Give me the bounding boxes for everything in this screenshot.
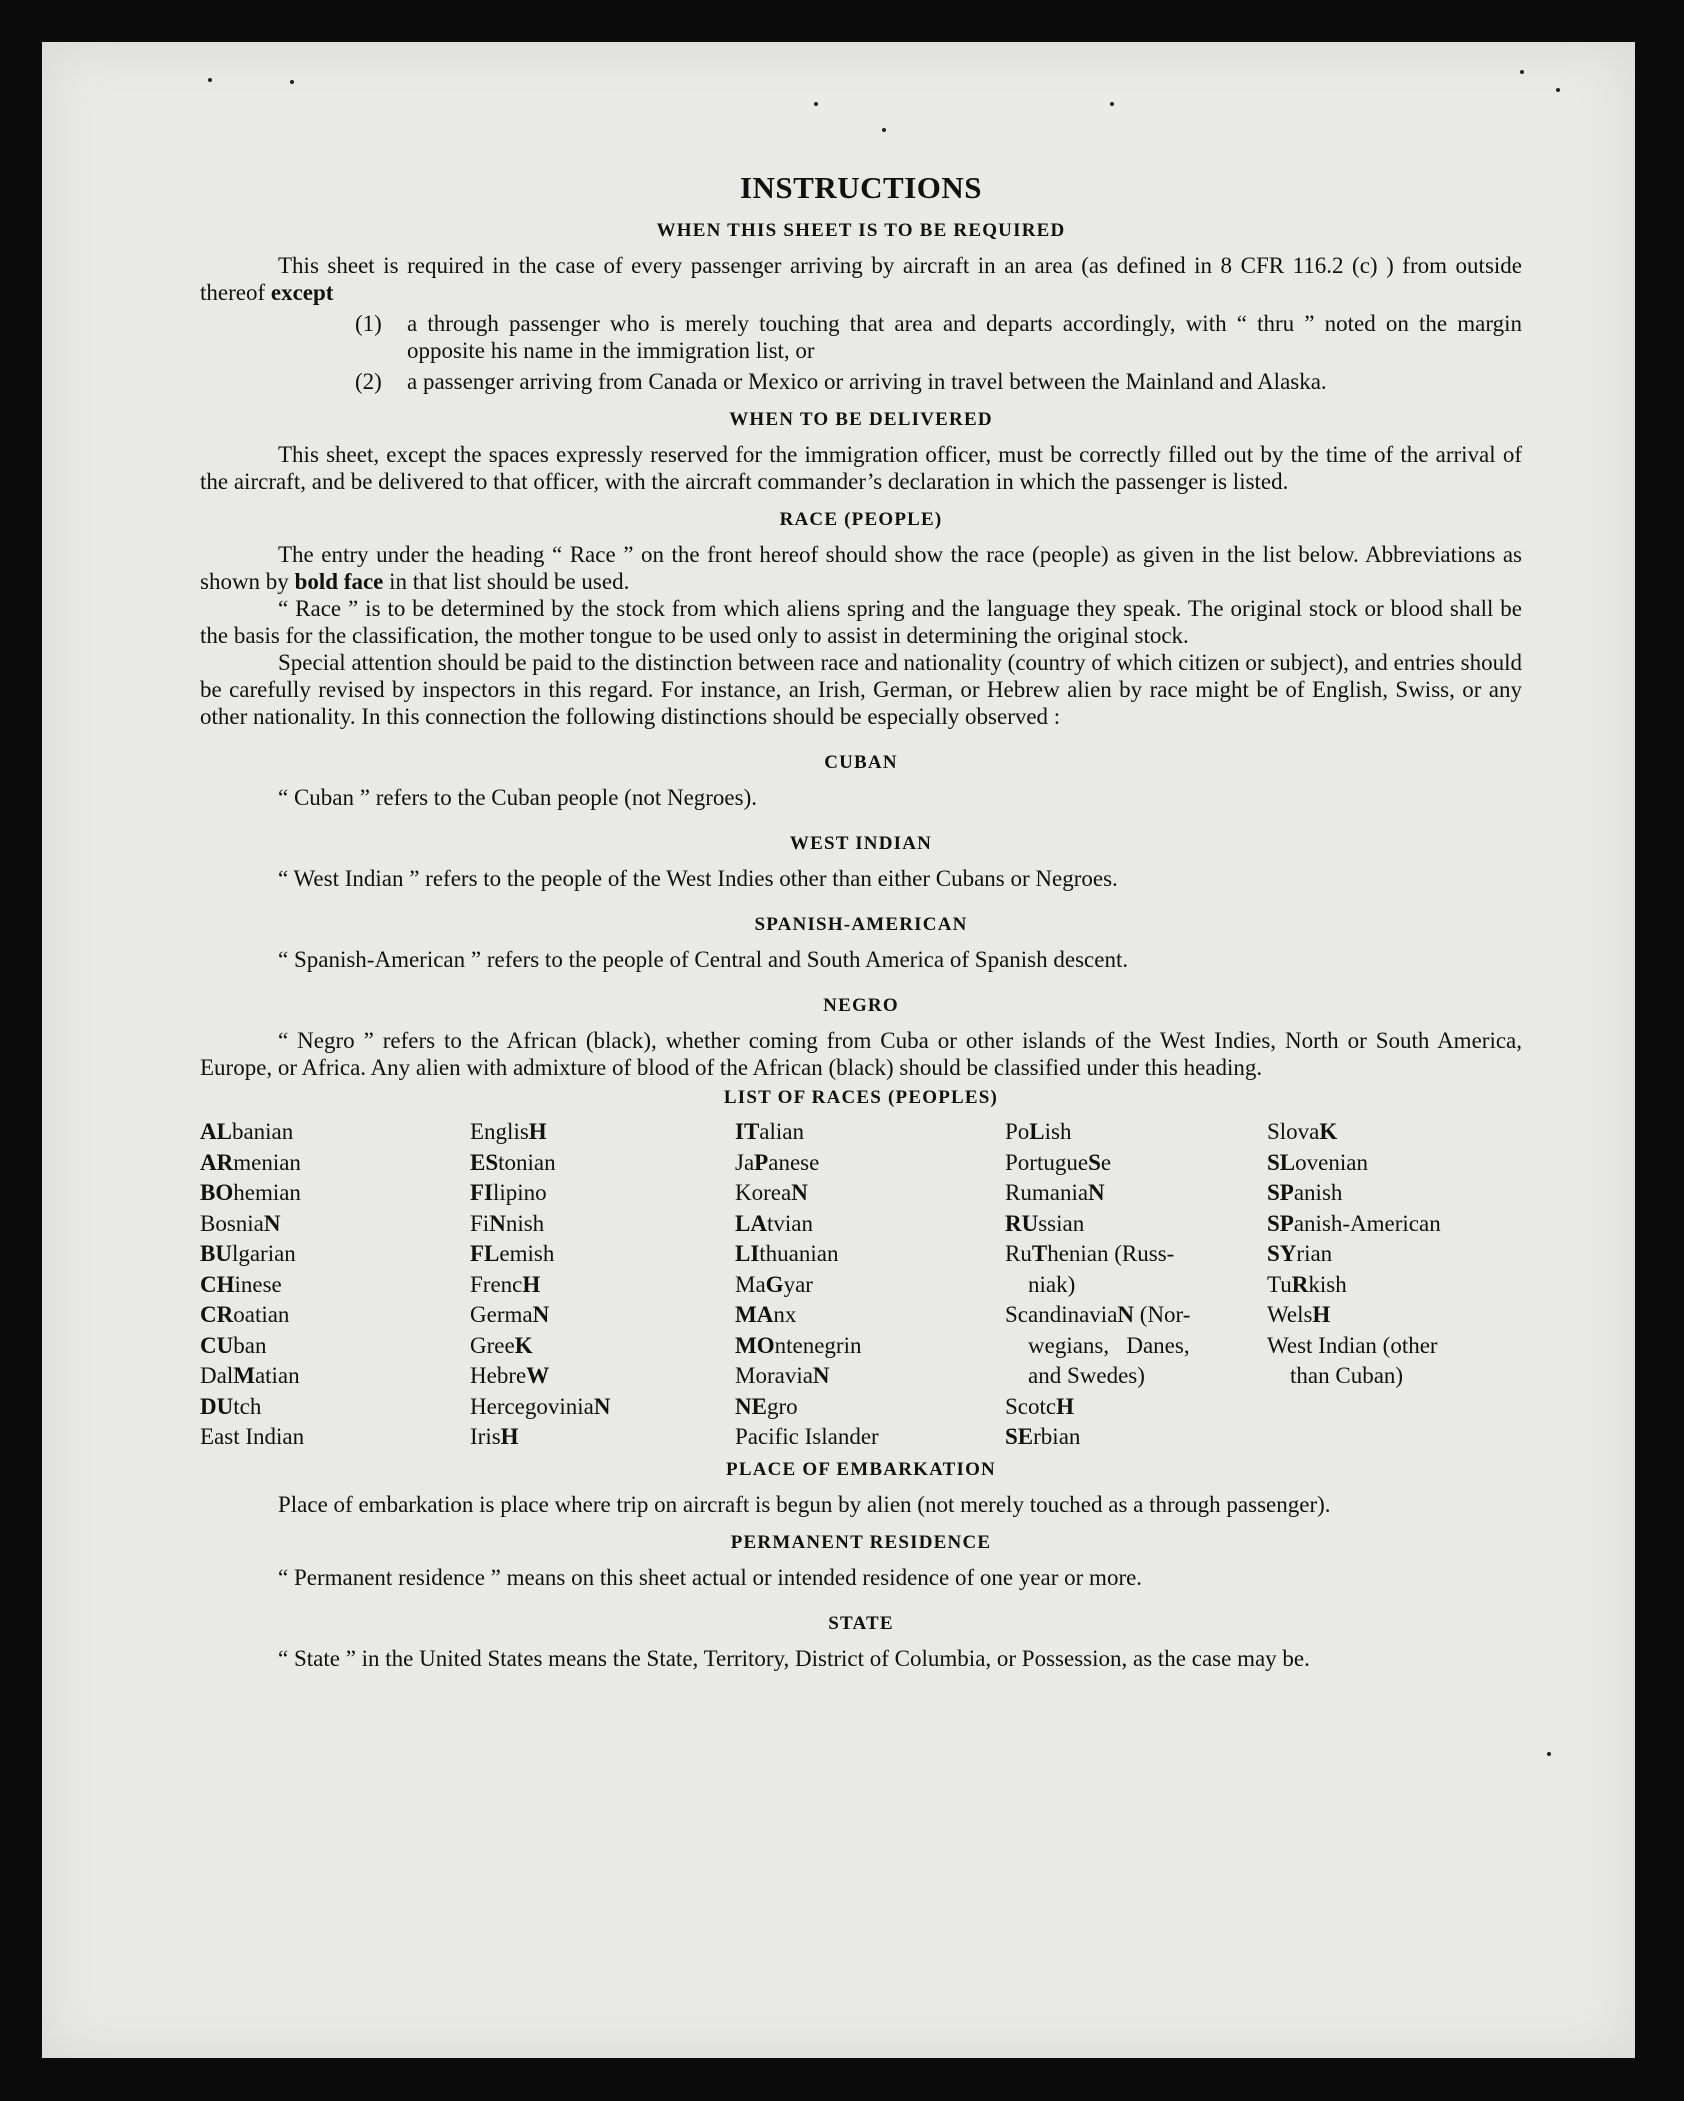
- speck: [814, 102, 818, 106]
- race-abbreviation: SE: [1005, 1424, 1034, 1449]
- race-entry: RUssian: [1005, 1210, 1085, 1236]
- item-number: (1): [355, 311, 382, 336]
- race-abbreviation: N: [791, 1180, 808, 1205]
- race-entry: FIlipino: [470, 1180, 547, 1205]
- paragraph-text: The entry under the heading “ Race ” on the front hereof should show the race (people) as given in the list below. Abbreviations as shown by: [200, 542, 1522, 594]
- section-heading: WEST INDIAN: [789, 833, 933, 854]
- section-heading: WHEN THIS SHEET IS TO BE REQUIRED: [656, 220, 1066, 241]
- race-entry: BosniaN: [200, 1210, 281, 1236]
- race-column: [1267, 1117, 1522, 1453]
- race-entry: Pacific Islander: [735, 1424, 879, 1449]
- race-entry: PoLish: [1005, 1119, 1072, 1144]
- race-entry: MaGyar: [735, 1271, 813, 1297]
- race-entry: KoreaN: [735, 1180, 808, 1205]
- race-abbreviation: P: [754, 1149, 769, 1175]
- race-entry: than Cuban): [1267, 1363, 1404, 1388]
- race-abbreviation: K: [514, 1332, 533, 1358]
- race-abbreviation: H: [500, 1424, 519, 1449]
- race-entry: CUban: [200, 1332, 267, 1358]
- race-abbreviation: BU: [200, 1241, 232, 1266]
- race-abbreviation: SL: [1267, 1149, 1296, 1175]
- race-abbreviation: RU: [1005, 1210, 1039, 1236]
- race-entry: ScandinaviaN (Nor-: [1005, 1302, 1191, 1327]
- race-abbreviation: AR: [200, 1149, 234, 1175]
- race-entry: DUtch: [200, 1393, 262, 1419]
- race-entry: JaPanese: [735, 1149, 820, 1175]
- race-abbreviation: H: [1312, 1302, 1331, 1327]
- emphasis: bold face: [294, 569, 384, 594]
- section-heading: LIST OF RACES (PEOPLES): [723, 1087, 999, 1108]
- race-entry: East Indian: [200, 1424, 305, 1449]
- paragraph: “ Negro ” refers to the African (black), whether coming from Cuba or other islands of the West Indies, North or South America, Europe, or Africa. Any alien with admixture of blood of the African (black) should be classified under this heading.: [200, 1028, 1522, 1080]
- race-entry: BUlgarian: [200, 1241, 296, 1266]
- paragraph: “ Race ” is to be determined by the stock from which aliens spring and the language they speak. The original stock or blood shall be the basis for the classification, the mother tongue to be used only to assist in determining the original stock.: [200, 596, 1522, 648]
- race-column: [470, 1117, 735, 1453]
- race-abbreviation: T: [1031, 1241, 1048, 1266]
- section-heading: RACE (PEOPLE): [779, 509, 943, 530]
- race-abbreviation: MA: [735, 1302, 774, 1327]
- race-abbreviation: N: [812, 1363, 830, 1388]
- race-abbreviation: MO: [735, 1332, 775, 1358]
- speck: [290, 80, 294, 84]
- section-heading: NEGRO: [823, 995, 899, 1016]
- race-abbreviation: AL: [200, 1119, 232, 1144]
- paragraph: “ Spanish-American ” refers to the people of Central and South America of Spanish descent.: [278, 947, 1129, 972]
- race-abbreviation: N: [263, 1210, 281, 1236]
- speck: [1556, 88, 1560, 92]
- race-entry: MAnx: [735, 1302, 797, 1327]
- race-abbreviation: NE: [735, 1393, 767, 1419]
- page-title: INSTRUCTIONS: [739, 170, 982, 205]
- race-abbreviation: SY: [1267, 1241, 1297, 1266]
- speck: [1110, 102, 1114, 106]
- race-entry: SLovenian: [1267, 1149, 1368, 1175]
- paragraph-text: in that list should be used.: [389, 569, 630, 594]
- race-abbreviation: FI: [470, 1180, 493, 1205]
- race-entry: ARmenian: [200, 1149, 301, 1175]
- race-abbreviation: BO: [200, 1180, 234, 1205]
- race-abbreviation: K: [1319, 1119, 1338, 1144]
- race-abbreviation: N: [489, 1210, 506, 1236]
- race-entry: niak): [1005, 1271, 1076, 1297]
- race-abbreviation: FL: [470, 1241, 500, 1266]
- race-abbreviation: H: [1056, 1393, 1074, 1419]
- race-entry: SYrian: [1267, 1241, 1333, 1266]
- instructions-text: [200, 170, 1522, 1672]
- race-abbreviation: N: [1088, 1180, 1105, 1205]
- race-abbreviation: H: [522, 1271, 541, 1297]
- race-entry: LIthuanian: [735, 1241, 839, 1266]
- section-heading: PLACE OF EMBARKATION: [726, 1458, 996, 1480]
- race-entry: SPanish: [1267, 1180, 1343, 1205]
- race-entry: LAtvian: [735, 1210, 813, 1236]
- race-entry: MoraviaN: [735, 1363, 830, 1388]
- speck: [882, 128, 886, 132]
- paragraph: [200, 541, 1522, 595]
- race-entry: IrisH: [470, 1424, 519, 1449]
- race-abbreviation: H: [528, 1119, 547, 1144]
- race-entry: RumaniaN: [1005, 1180, 1105, 1205]
- race-entry: FrencH: [470, 1271, 541, 1297]
- race-entry: GreeK: [470, 1332, 533, 1358]
- race-entry: and Swedes): [1005, 1363, 1145, 1388]
- race-entry: FiNnish: [470, 1210, 545, 1236]
- section-heading: CUBAN: [824, 752, 898, 773]
- section-heading: SPANISH-AMERICAN: [754, 914, 968, 935]
- race-column: [200, 1117, 470, 1453]
- race-abbreviation: DU: [200, 1393, 234, 1419]
- section-heading: WHEN TO BE DELIVERED: [729, 409, 993, 430]
- speck: [1520, 70, 1524, 74]
- race-entry: West Indian (other: [1267, 1332, 1438, 1358]
- race-entry: HebreW: [470, 1363, 550, 1388]
- race-abbreviation: R: [1291, 1271, 1309, 1297]
- race-abbreviation: SP: [1267, 1180, 1294, 1205]
- item-number: (2): [355, 369, 382, 394]
- race-entry: TuRkish: [1267, 1271, 1347, 1297]
- race-abbreviation: N: [593, 1393, 611, 1419]
- document-page: [42, 42, 1635, 2058]
- paragraph: [200, 252, 1522, 306]
- section-heading: PERMANENT RESIDENCE: [730, 1531, 992, 1553]
- paragraph: This sheet, except the spaces expressly reserved for the immigration officer, must be correctly filled out by the time of the arrival of the aircraft, and be delivered to that officer, with the aircraft commander’s declaration in which the passenger is listed.: [200, 442, 1522, 494]
- race-column: [1005, 1117, 1267, 1453]
- speck: [208, 78, 212, 82]
- speck: [1547, 1752, 1551, 1756]
- item-text: a passenger arriving from Canada or Mexico or arriving in travel between the Mainland and Alaska.: [407, 369, 1327, 394]
- race-entry: SPanish-American: [1267, 1210, 1441, 1236]
- item-text: a through passenger who is merely touching that area and departs accordingly, with “ thru ” noted on the margin opposite his name in the immigration list, or: [407, 311, 1522, 363]
- race-entry: FLemish: [470, 1241, 555, 1266]
- paragraph: Place of embarkation is place where trip on aircraft is begun by alien (not merely touched as a through passenger).: [278, 1491, 1331, 1517]
- race-entry: CRoatian: [200, 1302, 290, 1327]
- race-abbreviation: CU: [200, 1332, 234, 1358]
- race-entry: RuThenian (Russ-: [1005, 1241, 1175, 1266]
- race-abbreviation: G: [765, 1271, 784, 1297]
- race-entry: NEgro: [735, 1393, 798, 1419]
- paragraph: “ Cuban ” refers to the Cuban people (not Negroes).: [278, 785, 758, 810]
- section-heading: STATE: [828, 1612, 894, 1634]
- race-entry: wegians, Danes,: [1005, 1332, 1190, 1358]
- race-entry: ALbanian: [200, 1119, 294, 1144]
- race-entry: SErbian: [1005, 1424, 1081, 1449]
- paragraph-text: This sheet is required in the case of every passenger arriving by aircraft in an area (as defined in 8 CFR 116.2 (c) ) from outside thereof: [200, 253, 1522, 305]
- race-entry: EStonian: [470, 1149, 556, 1175]
- race-abbreviation: CH: [200, 1271, 235, 1297]
- race-entry: EnglisH: [470, 1119, 547, 1144]
- race-entry: HercegoviniaN: [470, 1393, 611, 1419]
- race-abbreviation: M: [233, 1363, 255, 1388]
- race-entry: DalMatian: [200, 1363, 300, 1388]
- race-abbreviation: SP: [1267, 1210, 1294, 1236]
- emphasis: except: [270, 280, 334, 305]
- race-entry: ScotcH: [1005, 1393, 1074, 1419]
- paragraph: “ State ” in the United States means the State, Territory, District of Columbia, or Possession, as the case may be.: [278, 1645, 1310, 1671]
- paragraph: “ Permanent residence ” means on this sheet actual or intended residence of one year or more.: [278, 1564, 1143, 1590]
- paragraph: Special attention should be paid to the distinction between race and nationality (country of which citizen or subject), and entries should be carefully revised by inspectors in this regard. For instance, an Irish, German, or Hebrew alien by race might be of English, Swiss, or any other nationality. In this connection the following distinctions should be especially observed :: [200, 650, 1522, 729]
- list-item: [355, 368, 1522, 395]
- race-entry: MOntenegrin: [735, 1332, 862, 1358]
- race-abbreviation: S: [1088, 1149, 1101, 1175]
- race-entry: BOhemian: [200, 1180, 301, 1205]
- paragraph: “ West Indian ” refers to the people of the West Indies other than either Cubans or Negroes.: [278, 866, 1118, 891]
- race-abbreviation: LI: [735, 1241, 760, 1266]
- race-list: [200, 1117, 1522, 1453]
- race-entry: ITalian: [735, 1119, 804, 1144]
- race-abbreviation: N: [1117, 1302, 1135, 1327]
- race-entry: SlovaK: [1267, 1119, 1338, 1144]
- race-entry: PortugueSe: [1005, 1149, 1112, 1175]
- race-abbreviation: IT: [735, 1119, 760, 1144]
- race-abbreviation: CR: [200, 1302, 234, 1327]
- race-abbreviation: ES: [470, 1149, 499, 1175]
- race-abbreviation: LA: [735, 1210, 767, 1236]
- race-entry: WelsH: [1267, 1302, 1331, 1327]
- race-column: [735, 1117, 1005, 1453]
- race-abbreviation: N: [532, 1302, 550, 1327]
- race-entry: GermaN: [470, 1302, 550, 1327]
- race-abbreviation: W: [526, 1363, 550, 1388]
- list-item: [355, 310, 1522, 364]
- race-abbreviation: L: [1029, 1119, 1045, 1144]
- race-entry: CHinese: [200, 1271, 282, 1297]
